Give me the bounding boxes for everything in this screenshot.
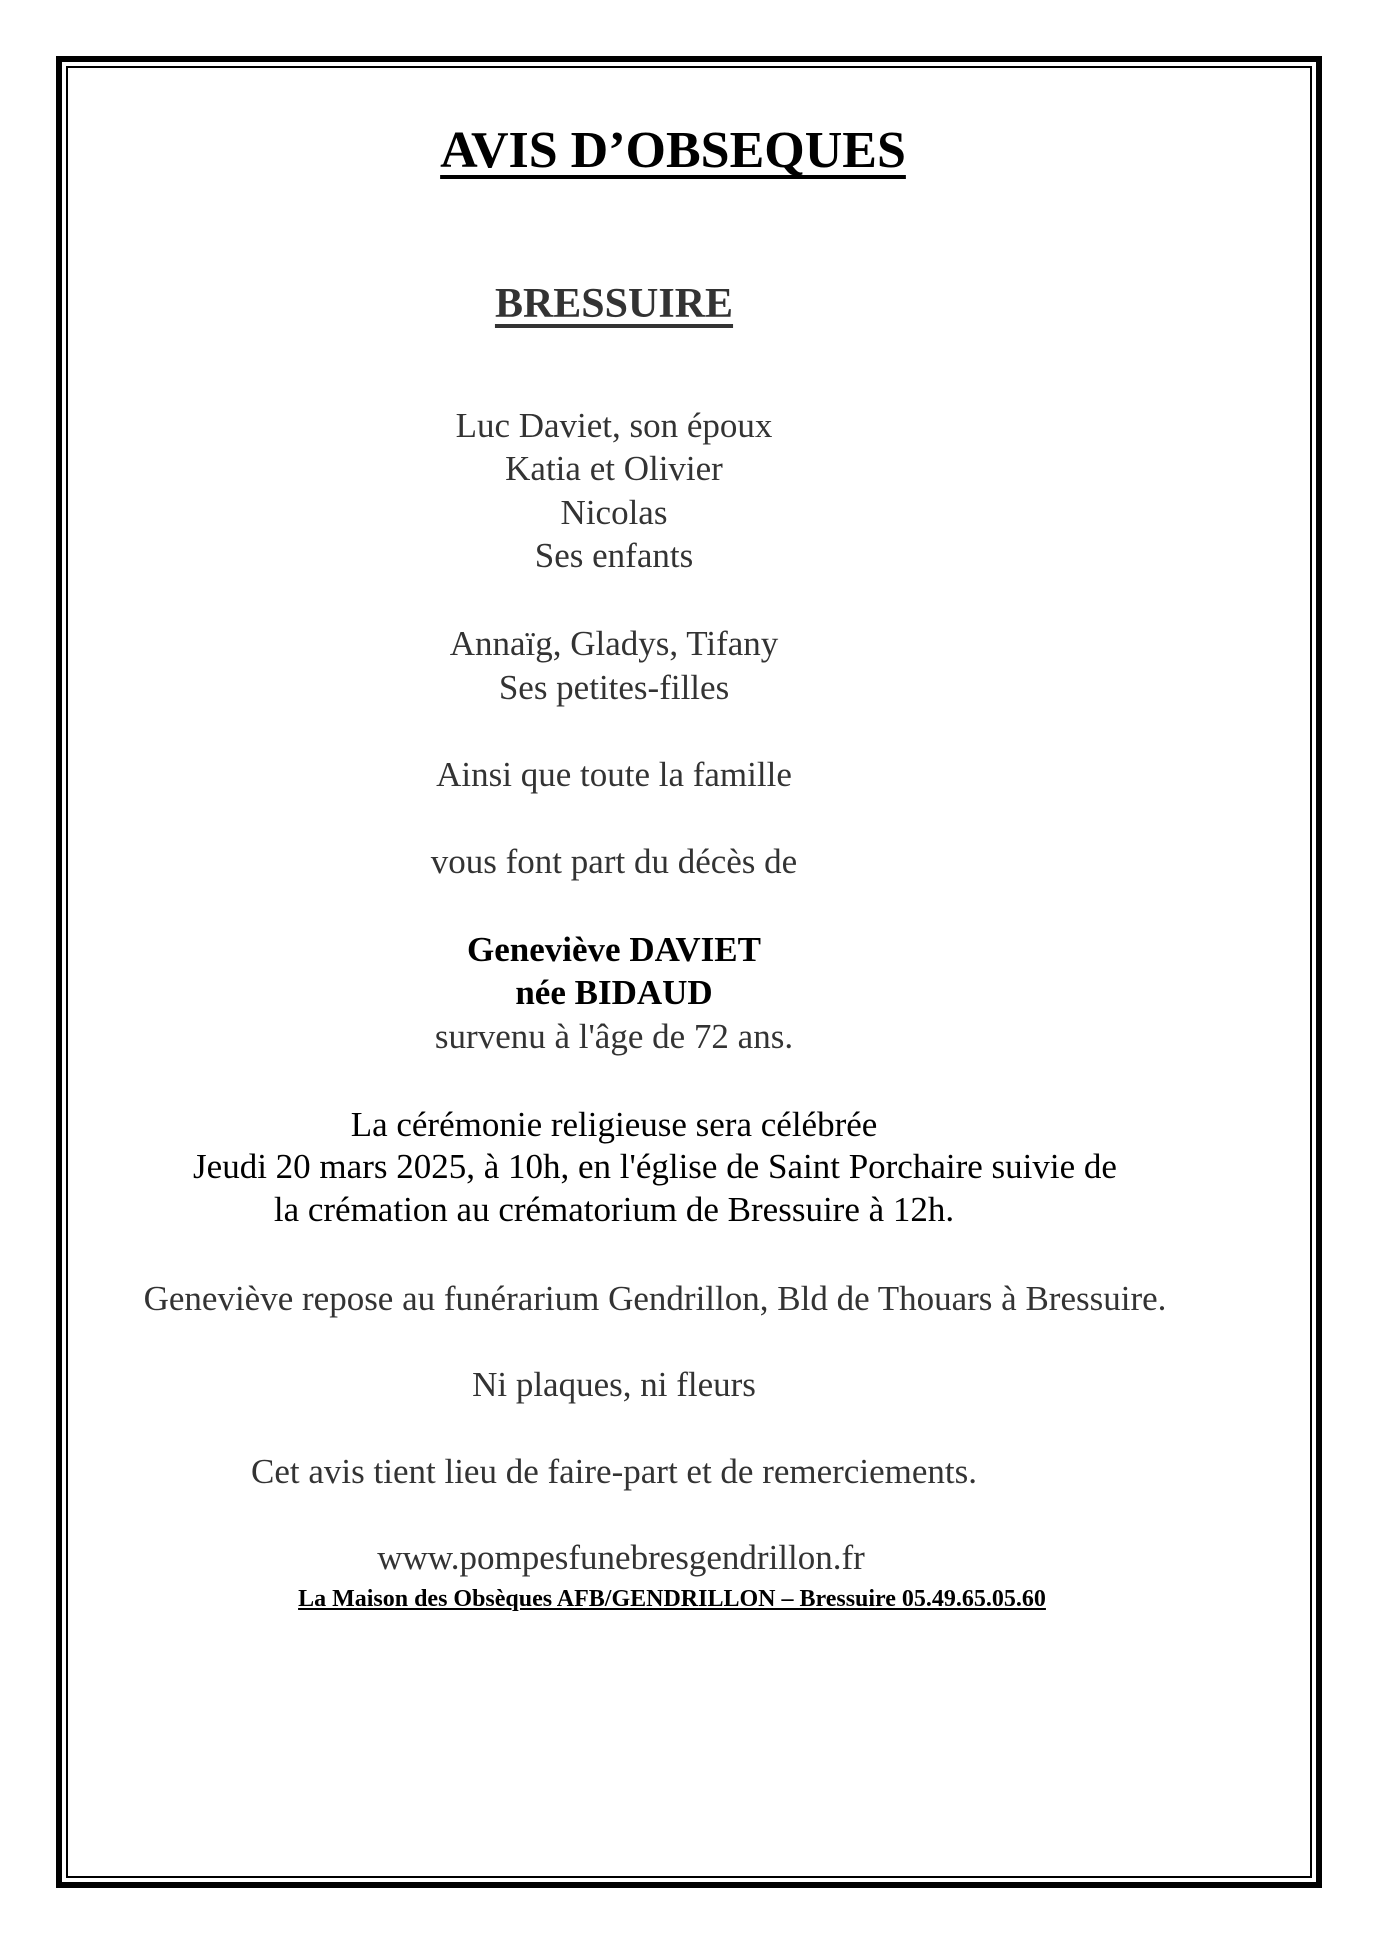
flowers-line: Ni plaques, ni fleurs xyxy=(472,1365,756,1404)
ceremony-line-2: Jeudi 20 mars 2025, à 10h, en l'église de Saint Porchaire suivie de xyxy=(193,1147,1117,1186)
extended-family-line: Ainsi que toute la famille xyxy=(436,755,792,794)
deceased-age: survenu à l'âge de 72 ans. xyxy=(434,1017,794,1056)
children-label: Ses enfants xyxy=(534,536,694,575)
page-title: AVIS D’OBSEQUES xyxy=(440,122,906,179)
notice-line: Cet avis tient lieu de faire-part et de remerciements. xyxy=(251,1452,977,1491)
deceased-maiden-name: née BIDAUD xyxy=(515,973,713,1012)
grandchildren-line: Annaïg, Gladys, Tifany xyxy=(449,624,779,663)
ceremony-line-3: la crémation au crématorium de Bressuire à 12h. xyxy=(273,1190,955,1229)
deceased-name: Geneviève DAVIET xyxy=(467,930,761,969)
announcement-line: vous font part du décès de xyxy=(430,842,798,881)
children-line-2: Nicolas xyxy=(560,493,668,532)
website-link[interactable]: www.pompesfunebresgendrillon.fr xyxy=(377,1538,865,1577)
spouse-line: Luc Daviet, son époux xyxy=(455,406,773,445)
funeral-home-footer: La Maison des Obsèques AFB/GENDRILLON – Bressuire 05.49.65.05.60 xyxy=(298,1586,1046,1612)
ceremony-line-1: La cérémonie religieuse sera célébrée xyxy=(350,1105,878,1144)
grandchildren-label: Ses petites-filles xyxy=(498,668,730,707)
city-heading: BRESSUIRE xyxy=(494,281,734,327)
children-line-1: Katia et Olivier xyxy=(505,449,723,488)
rest-place-line: Geneviève repose au funérarium Gendrillon, Bld de Thouars à Bressuire. xyxy=(143,1279,1167,1318)
